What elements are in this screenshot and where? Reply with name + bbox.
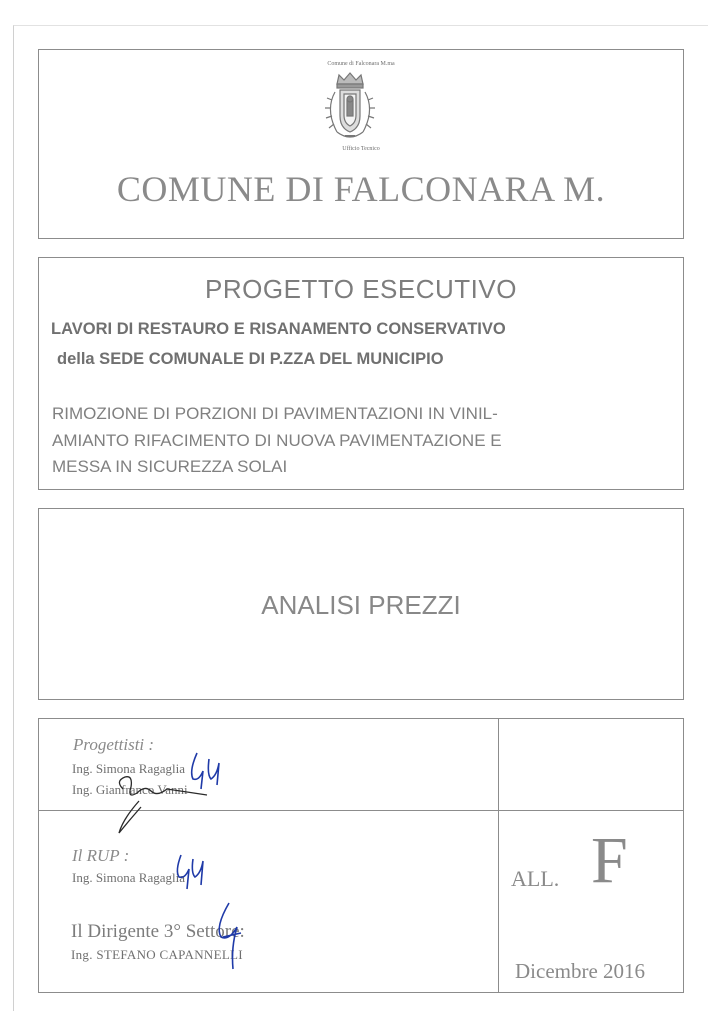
director-name: Ing. STEFANO CAPANNELLI [71,947,243,962]
director-label: Il Dirigente 3° Settore: [71,921,245,942]
project-box [38,257,684,490]
document-date: Dicembre 2016 [515,959,646,983]
attachment-label: ALL. [511,866,560,891]
rup-name: Ing. Simona Ragaglia [72,870,186,885]
document-title: ANALISI PREZZI [261,590,461,620]
project-title: PROGETTO ESECUTIVO [205,274,517,304]
rup-label: Il RUP : [72,846,130,865]
scope-line-1: RIMOZIONE DI PORZIONI DI PAVIMENTAZIONI IN VINIL- [52,404,498,423]
designer-2-signature [111,771,231,841]
document-title-box [38,508,684,700]
attachment-letter: F [591,824,628,897]
emblem-caption-bottom: Ufficio Tecnico [342,146,380,152]
scope-line-2: AMIANTO RIFACIMENTO DI NUOVA PAVIMENTAZIONE E [52,431,502,450]
designer-1-name: Ing. Simona Ragaglia [72,761,186,776]
municipal-emblem-icon [315,70,385,146]
scope-line-3: MESSA IN SICUREZZA SOLAI [52,457,288,476]
designer-2-name: Ing. Gianfranco Vanni [72,782,188,797]
director-signature [209,897,249,977]
header-box [38,49,684,239]
municipality-title: COMUNE DI FALCONARA M. [116,169,606,209]
signature-block [38,718,684,993]
rup-signature [171,849,211,909]
designers-label: Progettisti : [73,735,155,754]
vertical-divider [498,719,499,992]
emblem-caption-top: Comune di Falconara M.ma [327,61,395,67]
works-title-line-1: LAVORI DI RESTAURO E RISANAMENTO CONSERVATIVO [51,320,506,338]
works-title-line-2: della SEDE COMUNALE DI P.ZZA DEL MUNICIPIO [57,350,444,368]
